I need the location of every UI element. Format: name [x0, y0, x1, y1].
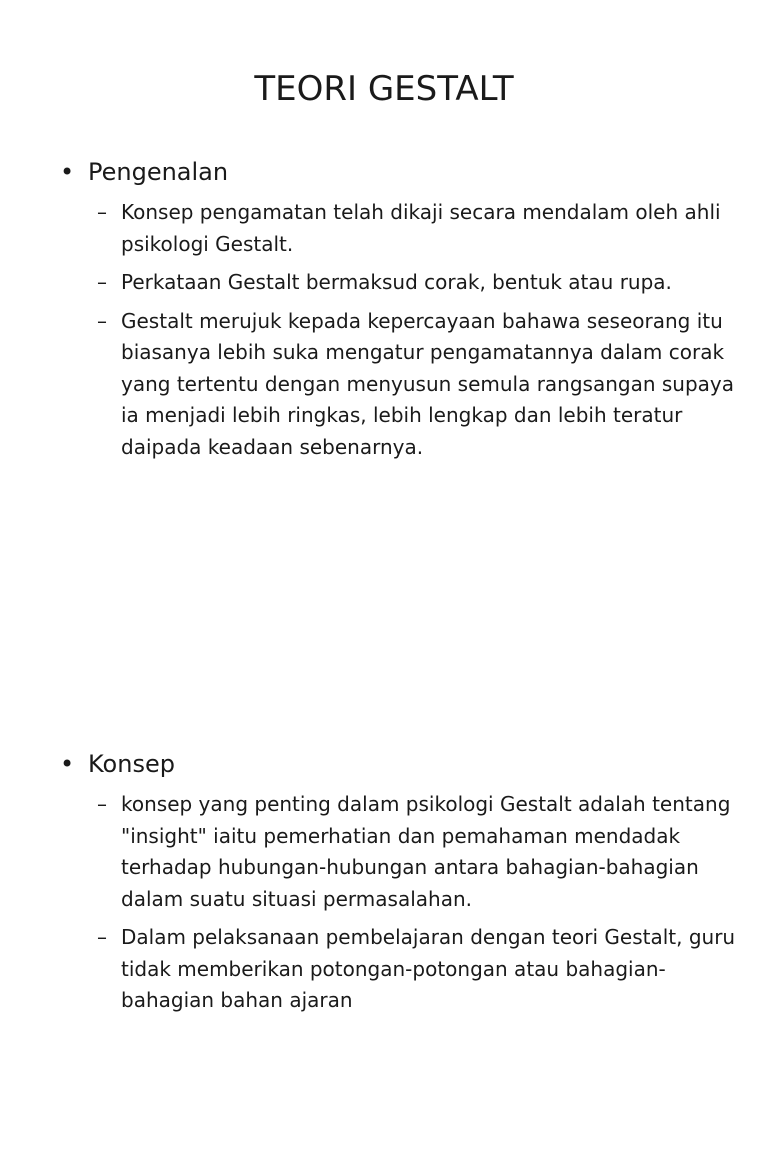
sub-list-pengenalan [97, 197, 747, 470]
sub-item [97, 267, 747, 299]
sub-item-text: Dalam pelaksanaan pembelajaran dengan teori Gestalt, guru tidak memberikan potongan-potongan atau bahagian-bahagian bahan ajaran [121, 925, 736, 1012]
sub-item-text: Konsep pengamatan telah dikaji secara mendalam oleh ahli psikologi Gestalt. [121, 200, 721, 256]
slide-2 [0, 576, 768, 1152]
slide-title: TEORI GESTALT [254, 69, 514, 109]
sub-item [97, 922, 747, 1017]
dash-glyph: – [97, 200, 107, 224]
sub-item-text: konsep yang penting dalam psikologi Gestalt adalah tentang "insight" iaitu pemerhatian dan pemahaman mendadak terhadap hubungan-hubungan antara bahagian-bahagian dalam suatu situasi permasalahan. [121, 792, 731, 911]
bullet-pengenalan [60, 156, 228, 188]
sub-item-text: Gestalt merujuk kepada kepercayaan bahawa seseorang itu biasanya lebih suka mengatur pengamatannya dalam corak yang tertentu dengan menyusun semula rangsangan supaya ia menjadi lebih ringkas, lebih lengkap dan lebih teratur daipada keadaan sebenarnya. [121, 308, 735, 459]
sub-item [97, 789, 747, 915]
bullet-glyph: • [60, 158, 75, 186]
dash-glyph: – [97, 792, 107, 816]
sub-item-text: Perkataan Gestalt bermaksud corak, bentuk atau rupa. [121, 270, 672, 294]
dash-glyph: – [97, 308, 107, 333]
sub-item [97, 197, 747, 260]
bullet-konsep [60, 748, 175, 780]
bullet-glyph: • [60, 750, 75, 778]
sub-list-konsep [97, 789, 747, 1024]
sub-item [97, 306, 747, 464]
dash-glyph: – [97, 270, 107, 294]
bullet-label: Konsep [88, 750, 175, 778]
bullet-label: Pengenalan [88, 158, 229, 186]
dash-glyph: – [97, 925, 107, 949]
